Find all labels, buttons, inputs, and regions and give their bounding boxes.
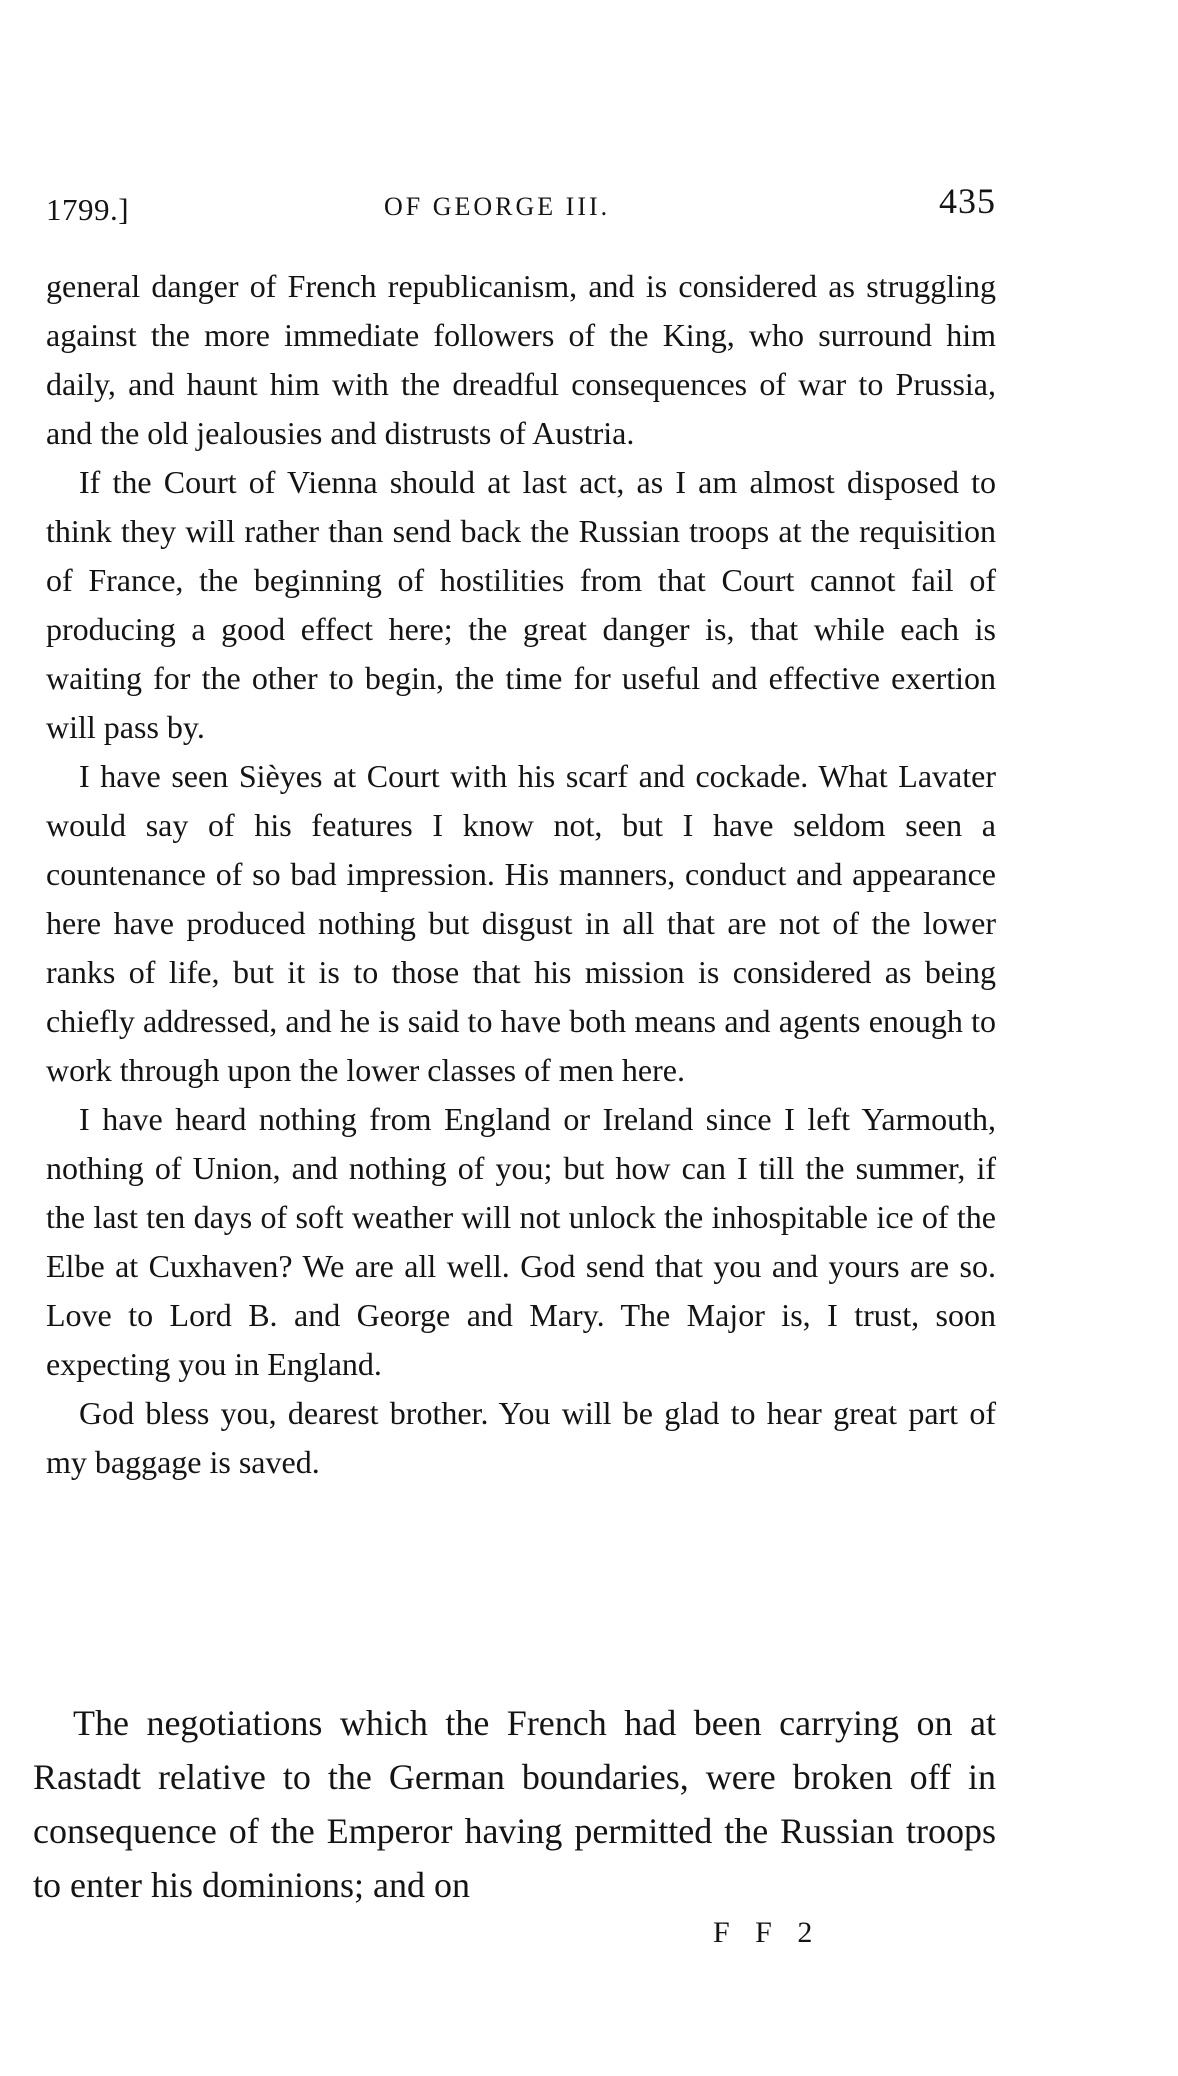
header-title: OF GEORGE III. — [384, 192, 611, 221]
narrative-text — [33, 1696, 996, 1912]
letter-paragraph-3: I have seen Sièyes at Court with his scarf and cockade. What Lavater would say of his features I know not, but I have seldom seen a countenance of so bad impression. His manners, conduct and appearance here have produced nothing but disgust in all that are not of the lower ranks of life, but it is to those that his mission is considered as being chiefly addressed, and he is said to have both means and agents enough to work through upon the lower classes of men here. — [46, 758, 996, 1088]
narrative-paragraph: The negotiations which the French had been carrying on at Rastadt relative to the German boundaries, were broken off in consequence of the Emperor having permitted the Russian troops to enter his dominions; and on — [33, 1703, 996, 1905]
header-year: 1799.] — [46, 192, 130, 227]
signature-mark: F F 2 — [713, 1916, 822, 1949]
letter-paragraph-1: general danger of French republicanism, and is considered as struggling against the more immediate followers of the King, who surround him daily, and haunt him with the dreadful consequences of war to Prussia, and the old jealousies and distrusts of Austria. — [46, 268, 996, 451]
letter-text — [46, 262, 996, 1487]
page-number: 435 — [939, 181, 996, 221]
letter-paragraph-4: I have heard nothing from England or Ireland since I left Yarmouth, nothing of Union, and nothing of you; but how can I till the summer, if the last ten days of soft weather will not unlock the inhospitable ice of the Elbe at Cuxhaven? We are all well. God send that you and yours are so. Love to Lord B. and George and Mary. The Major is, I trust, soon expecting you in England. — [46, 1101, 996, 1382]
letter-paragraph-2: If the Court of Vienna should at last act, as I am almost disposed to think they will rather than send back the Russian troops at the requisition of France, the beginning of hostilities from that Court cannot fail of producing a good effect here; the great danger is, that while each is waiting for the other to begin, the time for useful and effective exertion will pass by. — [46, 464, 996, 745]
running-header — [46, 178, 996, 228]
letter-paragraph-5: God bless you, dearest brother. You will be glad to hear great part of my baggage is saved. — [46, 1395, 996, 1480]
